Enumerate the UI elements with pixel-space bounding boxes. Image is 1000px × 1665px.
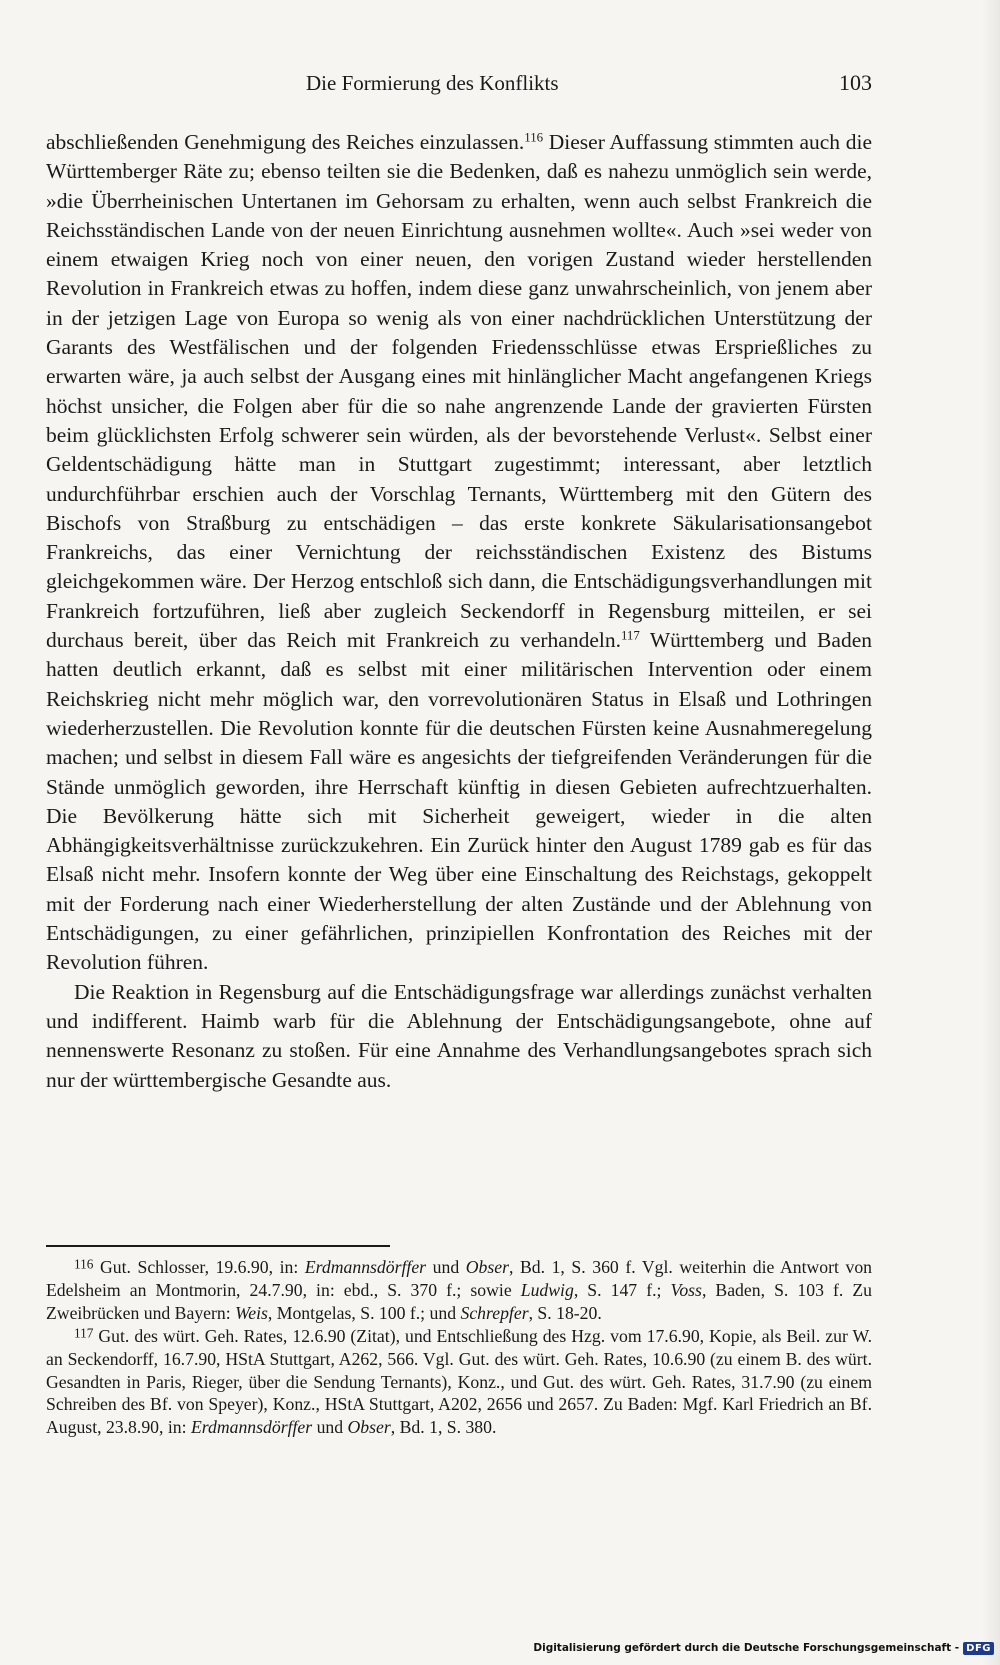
running-head (46, 68, 872, 98)
footnote-number: 116 (74, 1256, 94, 1272)
page-gutter-shadow (982, 0, 1000, 1665)
text-run: Gut. Schlosser, 19.6.90, in: (93, 1257, 305, 1277)
footnote (46, 1325, 872, 1440)
text-run: , Bd. 1, S. 380. (390, 1417, 497, 1438)
text-run: Die Reaktion in Regensburg auf die Entschädigungsfrage war allerdings zunächst verhalten und indifferent. Haimb warb für die Ablehnung der Entschädigungsangebote, ohne auf nennenswerte Resonanz zu stoßen. Für eine Annahme des Verhandlungsangebotes sprach sich nur der württembergische Gesandte aus. (46, 979, 872, 1092)
author-name: Obser (347, 1417, 391, 1438)
footnote-reference: 116 (524, 130, 544, 145)
text-run: abschließenden Genehmigung des Reiches einzulassen. (46, 130, 525, 154)
author-name: Erdmannsdörffer (190, 1417, 313, 1438)
text-run: Württemberg und Baden hatten deutlich erkannt, daß es selbst mit einer militärischen Intervention oder einem Reichskrieg nicht mehr möglich war, den vorrevolutionären Status in Elsaß und Lothringen wiederherzustellen. Die Revolution konnte für die deutschen Fürsten keine Ausnahmeregelung machen; und selbst in diesem Fall wäre es angesichts der tiefgreifenden Veränderungen für die Stände unmöglich geworden, ihre Herrschaft künftig in diesen Gebieten aufrechtzuerhalten. Die Bevölkerung hätte sich mit Sicherheit geweigert, wieder in die alten Abhängigkeitsverhältnisse zurückzukehren. Ein Zurück hinter den August 1789 gab es für das Elsaß nicht mehr. Insofern konnte der Weg über eine Einschaltung des Reichstags, gekoppelt mit der Forderung nach einer Wiederherstellung der alten Zustände und der Ablehnung von Entschädigungen, zu einer gefährlichen, prinzipiellen Konfrontation des Reiches mit der Revolution führen. (46, 628, 872, 975)
text-run: und (426, 1257, 466, 1277)
dfg-logo: DFG (963, 1642, 994, 1655)
author-name: Erdmannsdörffer (304, 1257, 427, 1277)
text-run: Gut. des würt. Geh. Rates, 12.6.90 (Zitat), und Entschließung des Hzg. vom 17.6.90, Kopie, als Beil. zur W. an Seckendorff, 16.7.90, HStA Stuttgart, A262, 566. Vgl. Gut. des würt. Geh. Rates, 10.6.90 (zu einem B. des würt. Gesandten in Paris, Rieger, über die Sendung Ternants), Konz., und Gut. des würt. Geh. Rates, 31.7.90 (zu einem Schreiben des Bf. von Speyer), Konz., HStA Stuttgart, A202, 2656 und 2657. Zu Baden: Mgf. Karl Friedrich an Bf. August, 23.8.90, in: (46, 1325, 872, 1438)
paragraph (46, 978, 872, 1095)
text-run: und (312, 1417, 348, 1438)
footnote-number: 117 (74, 1325, 94, 1341)
paragraph (46, 128, 872, 978)
author-name: Obser (465, 1257, 509, 1277)
text-run: Dieser Auffassung stimmten auch die Württemberger Räte zu; ebenso teilten sie die Bedenken, daß es nahezu unmöglich sein werde, »die Überrheinischen Untertanen im Gehorsam zu erhalten, wenn auch selbst Frankreich die Reichsständischen Lande von der neuen Einrichtung ausnehmen wollte«. Auch »sei weder von einem etwaigen Krieg noch von einer neuen, den vorigen Zustand wieder herstellenden Revolution in Frankreich etwas zu hoffen, indem diese ganz unwahrscheinlich, von jenem aber in der jetzigen Lage von Europa so wenig als von einer nachdrücklichen Unterstützung der Garants des Westfälischen und der folgenden Friedensschlüsse etwas Ersprießliches zu erwarten wäre, ja auch selbst der Ausgang eines mit hinlänglicher Macht angefangenen Kriegs höchst unsicher, die Folgen aber für die so nahe angrenzende Lande der gravierten Fürsten beim glücklichsten Erfolg schwerer sein würden, als der bevorstehende Verlust«. Selbst einer Geldentschädigung hätte man in Stuttgart zugestimmt; interessant, aber letztlich undurchführbar erschien auch der Vorschlag Ternants, Württemberg mit den Gütern des Bischofs von Straßburg zu entschädigen – das erste konkrete Säkularisationsangebot Frankreichs, das einer Vernichtung der reichsständischen Existenz des Bistums gleichgekommen wäre. Der Herzog entschloß sich dann, die Entschädigungsverhandlungen mit Frankreich fortzuführen, ließ aber zugleich Seckendorff in Regensburg mitteilen, er sei durchaus bereit, über das Reich mit Frankreich zu verhandeln. (46, 130, 872, 653)
footnotes (46, 1256, 872, 1439)
credit-text: Digitalisierung gefördert durch die Deutsche Forschungsgemeinschaft - (533, 1642, 960, 1654)
footnote-reference: 117 (620, 628, 640, 643)
author-name: Schrepfer (460, 1302, 529, 1323)
text-run: , Montgelas, S. 100 f.; und (267, 1302, 461, 1323)
text-run: , Bd. 1, S. 360 f. Vgl. weiterhin die Antwort von Edelsheim an Montmorin, 24.7.90, in: ebd., S. 370 f.; sowie (46, 1257, 873, 1300)
text-run: , S. 18-20. (528, 1302, 602, 1323)
author-name: Voss (670, 1279, 702, 1300)
running-title: Die Formierung des Konflikts (306, 71, 559, 95)
main-text (46, 128, 872, 1095)
text-run: , S. 147 f.; (573, 1279, 671, 1300)
page-number: 103 (839, 70, 872, 95)
author-name: Ludwig (520, 1279, 574, 1300)
text-run: , Baden, S. 103 f. Zu Zweibrücken und Bayern: (46, 1279, 872, 1323)
footnote (46, 1256, 872, 1325)
footnote-divider (46, 1245, 390, 1247)
digitization-credit (533, 1639, 994, 1657)
author-name: Weis (235, 1302, 268, 1323)
